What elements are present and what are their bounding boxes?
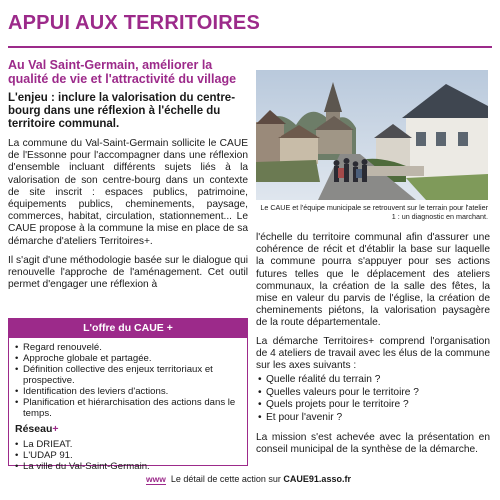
question-item: • Quelles valeurs pour le territoire ?: [258, 387, 490, 400]
article-subtitle: Au Val Saint-Germain, améliorer la qualité de vie et l'attractivité du village: [8, 58, 237, 86]
offer-box-title: L'offre du CAUE +: [9, 319, 247, 338]
footer: [146, 474, 351, 484]
footer-text: Le détail de cette action sur: [170, 474, 284, 484]
right-paragraph-1: l'échelle du territoire communal afin d'assurer une cohérence de récit et d'établir la base sur laquelle la commune pourra s'appuyer pour ses actions futures telles que le déplacement des ateliers communaux, la création de la salle des fêtes, la mise en valeur du parvis de l'église, la création de cheminements piétons, la valorisation paysagère de la route départementale.: [256, 232, 490, 329]
footer-link[interactable]: CAUE91.asso.fr: [283, 474, 351, 484]
right-column: [256, 232, 490, 457]
offer-list: [9, 338, 247, 419]
question-item: • Et pour l'avenir ?: [258, 412, 490, 425]
offer-item: • Planification et hiérarchisation des actions dans le temps.: [15, 397, 241, 419]
question-item: • Quels projets pour le territoire ?: [258, 399, 490, 412]
offer-item: • Approche globale et partagée.: [15, 353, 241, 364]
offer-item: • Identification des leviers d'actions.: [15, 386, 241, 397]
photo-caption: Le CAUE et l'équipe municipale se retrouvent sur le terrain pour l'atelier 1 : un diagnostic en marchant.: [260, 203, 488, 221]
reseau-item: • L'UDAP 91.: [15, 450, 241, 461]
reseau-label: Réseau: [15, 423, 53, 435]
offer-box: [8, 318, 248, 472]
reseau-item: • La DRIEAT.: [15, 439, 241, 450]
reseau-heading: [9, 419, 247, 435]
offer-item: • Regard renouvelé.: [15, 342, 241, 353]
article-enjeu: L'enjeu : inclure la valorisation du centre-bourg dans une réflexion à l'échelle du territoire communal.: [8, 92, 236, 130]
reseau-list: [9, 435, 247, 472]
village-street-illustration: [256, 70, 488, 200]
village-photo: [256, 70, 488, 200]
page-title: APPUI AUX TERRITOIRES: [8, 12, 261, 34]
article-paragraph-2: Il s'agit d'une méthodologie basée sur le dialogue qui renouvelle l'approche de l'aménagement. Cet outil permet d'engager une réflexion à: [8, 254, 248, 291]
left-column: [8, 58, 248, 291]
offer-item: • Définition collective des enjeux territoriaux et prospective.: [15, 364, 241, 386]
header-divider: [8, 46, 492, 48]
workshop-questions: [256, 374, 490, 424]
right-paragraph-3: La mission s'est achevée avec la présentation en conseil municipal de la synthèse de la démarche.: [256, 432, 490, 456]
reseau-plus: +: [52, 423, 59, 435]
article-paragraph-1: La commune du Val-Saint-Germain sollicite le CAUE de l'Essonne pour l'accompagner dans une réflexion d'ensemble incluant différents sujets liés à la valorisation de son centre-bourg dans un contexte de site inscrit : espaces publics, patrimoine, équipements publics, cheminements, paysage, commerces, habitat, circulation, stationnement... Le CAUE propose à la commune la mise en place de sa démarche d'ateliers Territoires+.: [8, 138, 248, 247]
question-item: • Quelle réalité du terrain ?: [258, 374, 490, 387]
www-label: www: [146, 474, 166, 484]
page-header: [8, 12, 260, 35]
reseau-item: • La ville du Val-Saint-Germain.: [15, 461, 241, 472]
right-paragraph-2: La démarche Territoires+ comprend l'organisation de 4 ateliers de travail avec les élus de la commune sur les axes suivants :: [256, 335, 490, 372]
